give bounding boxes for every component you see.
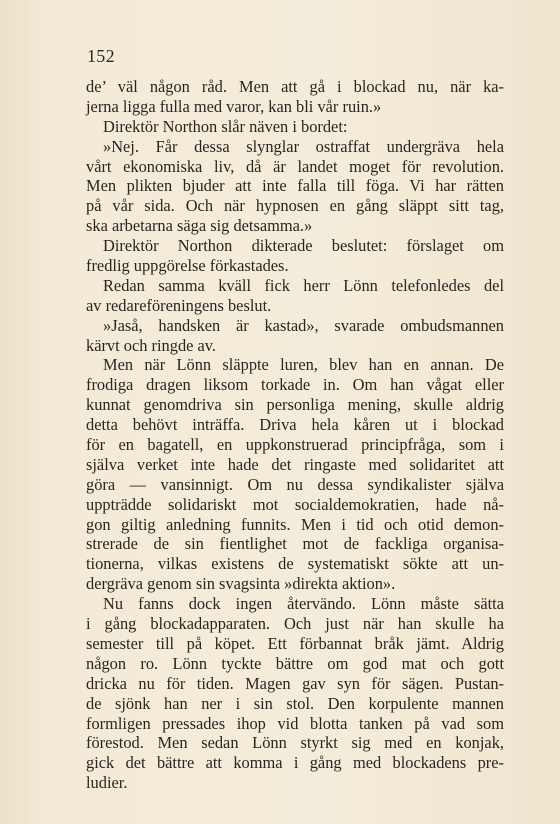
text-line: någon ro. Lönn tyckte bättre om god mat och gott bbox=[86, 653, 504, 673]
text-line: gon giltig anledning funnits. Men i tid och otid demon- bbox=[86, 514, 504, 534]
text-line: kärvt och ringde av. bbox=[86, 335, 217, 355]
text-line: Men plikten bjuder att inte falla till föga. Vi har rätten bbox=[86, 176, 504, 196]
text-line: ludier. bbox=[86, 773, 128, 793]
text-line: Redan samma kväll fick herr Lönn telefonledes del bbox=[103, 275, 504, 295]
text-line: »Nej. Får dessa slynglar ostraffat undergräva hela bbox=[103, 136, 504, 156]
text-line: Direktör Northon dikterade beslutet: förslaget om bbox=[103, 236, 504, 256]
text-line: »Jaså, handsken är kastad», svarade ombudsmannen bbox=[103, 315, 504, 335]
text-line: jerna ligga fulla med varor, kan bli vår ruin.» bbox=[86, 96, 382, 116]
text-line: formligen pressades ihop vid blotta tanken på vad som bbox=[86, 713, 504, 733]
text-line: de’ väl någon råd. Men att gå i blockad nu, när ka- bbox=[86, 77, 504, 96]
text-line: i gång blockadapparaten. Och just när han skulle ha bbox=[86, 614, 504, 634]
text-line: dergräva genom sin svagsinta »direkta aktion». bbox=[86, 574, 396, 594]
text-line: vårt ekonomiska liv, då är landet moget för revolution. bbox=[86, 156, 504, 176]
text-line: de sjönk han ner i sin stol. Den korpulente mannen bbox=[86, 693, 504, 713]
text-line: gick det bättre att komma i gång med blockadens pre- bbox=[86, 753, 504, 773]
body-text bbox=[86, 77, 504, 793]
text-line: Direktör Northon slår näven i bordet: bbox=[103, 116, 348, 136]
text-line: själva verket inte hade det ringaste med solidaritet att bbox=[86, 454, 504, 474]
text-line: Nu fanns dock ingen återvändo. Lönn måste sätta bbox=[103, 594, 504, 614]
text-line: göra — vansinnigt. Om nu dessa syndikalister själva bbox=[86, 474, 504, 494]
text-line: Men när Lönn släppte luren, blev han en annan. De bbox=[103, 355, 504, 375]
text-line: strerade de sin fientlighet mot de fackliga organisa- bbox=[86, 534, 504, 554]
text-line: på vår sida. Och när hypnosen en gång släppt sitt tag, bbox=[86, 196, 504, 216]
text-line: ska arbetarna säga sig detsamma.» bbox=[86, 216, 313, 236]
text-line: tionerna, vilkas existens de systematiskt sökte att un- bbox=[86, 554, 504, 574]
text-line: semester till på köpet. Ett förbannat bråk jämt. Aldrig bbox=[86, 633, 504, 653]
text-line: av redareföreningens beslut. bbox=[86, 295, 272, 315]
text-line: uppträdde solidariskt mot socialdemokratien, hade nå- bbox=[86, 494, 504, 514]
text-line: dricka nu för tiden. Magen gav syn för sägen. Pustan- bbox=[86, 673, 504, 693]
text-line: kunnat genomdriva sin personliga mening, skulle aldrig bbox=[86, 395, 504, 415]
text-line: förestod. Men sedan Lönn styrkt sig med en konjak, bbox=[86, 733, 504, 753]
text-line: för en bagatell, en uppkonstruerad principfråga, som i bbox=[86, 435, 504, 455]
text-line: frodiga dragen liksom torkade in. Om han vågat eller bbox=[86, 375, 504, 395]
page-number: 152 bbox=[87, 46, 115, 66]
text-line: detta behövt inträffa. Driva hela kåren ut i blockad bbox=[86, 415, 504, 435]
text-line: fredlig uppgörelse förkastades. bbox=[86, 256, 289, 276]
